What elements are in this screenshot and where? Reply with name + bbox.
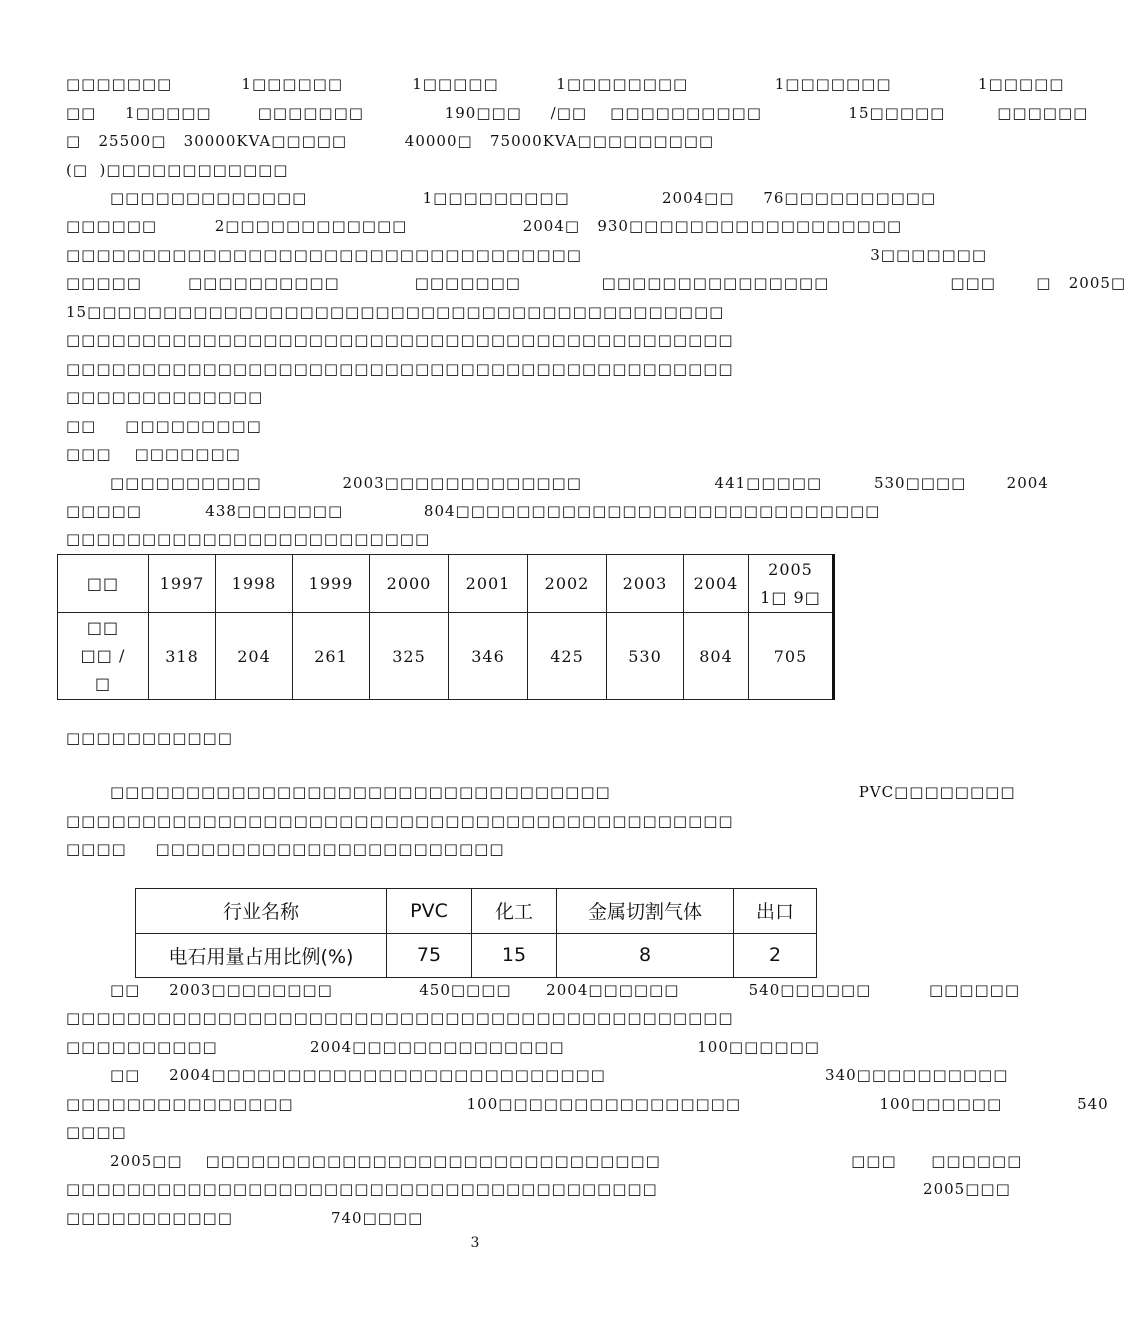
text-line: □□□□ (66, 1123, 127, 1141)
text-line: 2005□□ □□□□□□□□□□□□□□□□□□□□□□□□□□□□□□ □□□ □□□□□□ (110, 1152, 1023, 1170)
text-line: □□□□□□□□□□□□□□□□□□□□□□□□□□□□□□□□□□□□□□□□□□□□ (66, 360, 734, 378)
table-cell: 425 (528, 613, 607, 700)
text-line: □□□□□□□□□□□□□□□ 100□□□□□□□□□□□□□□□□ 100□□□□□□ 540 (66, 1095, 1109, 1113)
text-line: □□□□□□□□□□□□□□□□□□□□□□□□□□□□□□□□□□ 3□□□□□□□ (66, 246, 988, 264)
text-line: □□□□□□□□□□□□□□□□□□□□□□□□□□□□□□□□□□□□□□□□□□□□ (66, 331, 734, 349)
table-cell: 318 (149, 613, 216, 700)
table-cell: 346 (449, 613, 528, 700)
table-caption: □□□□□□□□□□□□□□□□□□□□□□□□ (66, 530, 431, 548)
section-heading: □□□□□□□□□□□ (66, 729, 233, 747)
text-line: 15□□□□□□□□□□□□□□□□□□□□□□□□□□□□□□□□□□□□□□□□□□ (66, 303, 725, 321)
text-line: □□□□□□□□□□□□□ 1□□□□□□□□□ 2004□□ 76□□□□□□□□□□ (110, 189, 937, 207)
table-year-line: 1□ 9□ (760, 587, 821, 607)
usage-share-table (135, 888, 817, 978)
table-cell: 325 (370, 613, 449, 700)
text-line: □□□□ □□□□□□□□□□□□□□□□□□□□□□□ (66, 840, 505, 858)
table-cell: 804 (684, 613, 749, 700)
text-line: □□ 2004□□□□□□□□□□□□□□□□□□□□□□□□□□ 340□□□□□□□□□□ (110, 1066, 1009, 1084)
table-year: 2004 (684, 555, 749, 613)
text-line: □□□□□ □□□□□□□□□□ □□□□□□□ □□□□□□□□□□□□□□□ □□□ □ 2005□ (66, 274, 1126, 292)
text-line: □□□□□□□□□□ 2004□□□□□□□□□□□□□□ 100□□□□□□ (66, 1038, 820, 1056)
table-header-label: □□ (58, 555, 149, 613)
text-line: □□□□□□ 2□□□□□□□□□□□□ 2004□ 930□□□□□□□□□□□□□□□□□□ (66, 217, 903, 235)
table-year-last (749, 555, 834, 613)
text-line: □□□□□□□□□□□□□□□□□□□□□□□□□□□□□□□□□□□□□□□ 2005□□□ (66, 1180, 1011, 1198)
table-year: 1998 (216, 555, 293, 613)
text-line: □□ 2003□□□□□□□□ 450□□□□ 2004□□□□□□ 540□□□□□□ □□□□□□ (110, 981, 1020, 999)
text-line: □ 25500□ 30000KVA□□□□□ 40000□ 75000KVA□□□□□□□□□ (66, 132, 715, 150)
table-header-cell: 行业名称 (136, 889, 387, 934)
table-cell: 530 (607, 613, 684, 700)
text-line: □□□□□□□ 1□□□□□□ 1□□□□□ 1□□□□□□□□ 1□□□□□□□ 1□□□□□ (66, 75, 1065, 93)
text-line: □□□□□□□□□□□□□□□□□□□□□□□□□□□□□□□□□ PVC□□□□□□□□ (110, 783, 1016, 801)
table-cell: 75 (387, 933, 472, 978)
row-label-line: □□ / (80, 646, 126, 666)
text-line: □□□□□□□□□□□ 740□□□□ (66, 1209, 424, 1227)
table-year: 2003 (607, 555, 684, 613)
text-line: □□□□□ 438□□□□□□□ 804□□□□□□□□□□□□□□□□□□□□□□□□□□□□ (66, 502, 881, 520)
table-header-cell: 化工 (472, 889, 557, 934)
table-year: 1999 (293, 555, 370, 613)
table-header-row (136, 889, 817, 934)
table-year-line: 2005 (768, 559, 813, 579)
table-header-cell: PVC (387, 889, 472, 934)
table-year: 1997 (149, 555, 216, 613)
table-cell: 705 (749, 613, 834, 700)
text-line: □□□□□□□□□□□□□□□□□□□□□□□□□□□□□□□□□□□□□□□□□□□□ (66, 812, 734, 830)
table-row (136, 933, 817, 978)
table-cell: 15 (472, 933, 557, 978)
row-label-line: □□ (86, 618, 120, 638)
row-label-line: □ (94, 674, 112, 694)
text-line: □□□□□□□□□□□□□□□□□□□□□□□□□□□□□□□□□□□□□□□□□□□□ (66, 1009, 734, 1027)
table-year: 2001 (449, 555, 528, 613)
section-heading: □□ □□□□□□□□□ (66, 417, 262, 435)
text-line: □□ 1□□□□□ □□□□□□□ 190□□□ /□□ □□□□□□□□□□ 15□□□□□ □□□□□□ (66, 104, 1089, 122)
table-row-label (58, 613, 149, 700)
section-heading: (□ )□□□□□□□□□□□□ (66, 161, 289, 179)
text-line: □□□□□□□□□□ 2003□□□□□□□□□□□□□ 441□□□□□ 530□□□□ 2004 (110, 474, 1049, 492)
table-cell: 电石用量占用比例(%) (136, 933, 387, 978)
table-header-row (58, 555, 834, 613)
table-cell: 204 (216, 613, 293, 700)
table-year: 2002 (528, 555, 607, 613)
table-header-cell: 金属切割气体 (557, 889, 734, 934)
table-header-cell: 出口 (734, 889, 817, 934)
section-heading: □□□ □□□□□□□ (66, 445, 241, 463)
table-cell: 2 (734, 933, 817, 978)
page-number: 3 (470, 1235, 480, 1251)
text-line: □□□□□□□□□□□□□ (66, 388, 264, 406)
table-cell: 261 (293, 613, 370, 700)
production-table (57, 554, 835, 700)
table-row (58, 613, 834, 700)
table-cell: 8 (557, 933, 734, 978)
table-year: 2000 (370, 555, 449, 613)
